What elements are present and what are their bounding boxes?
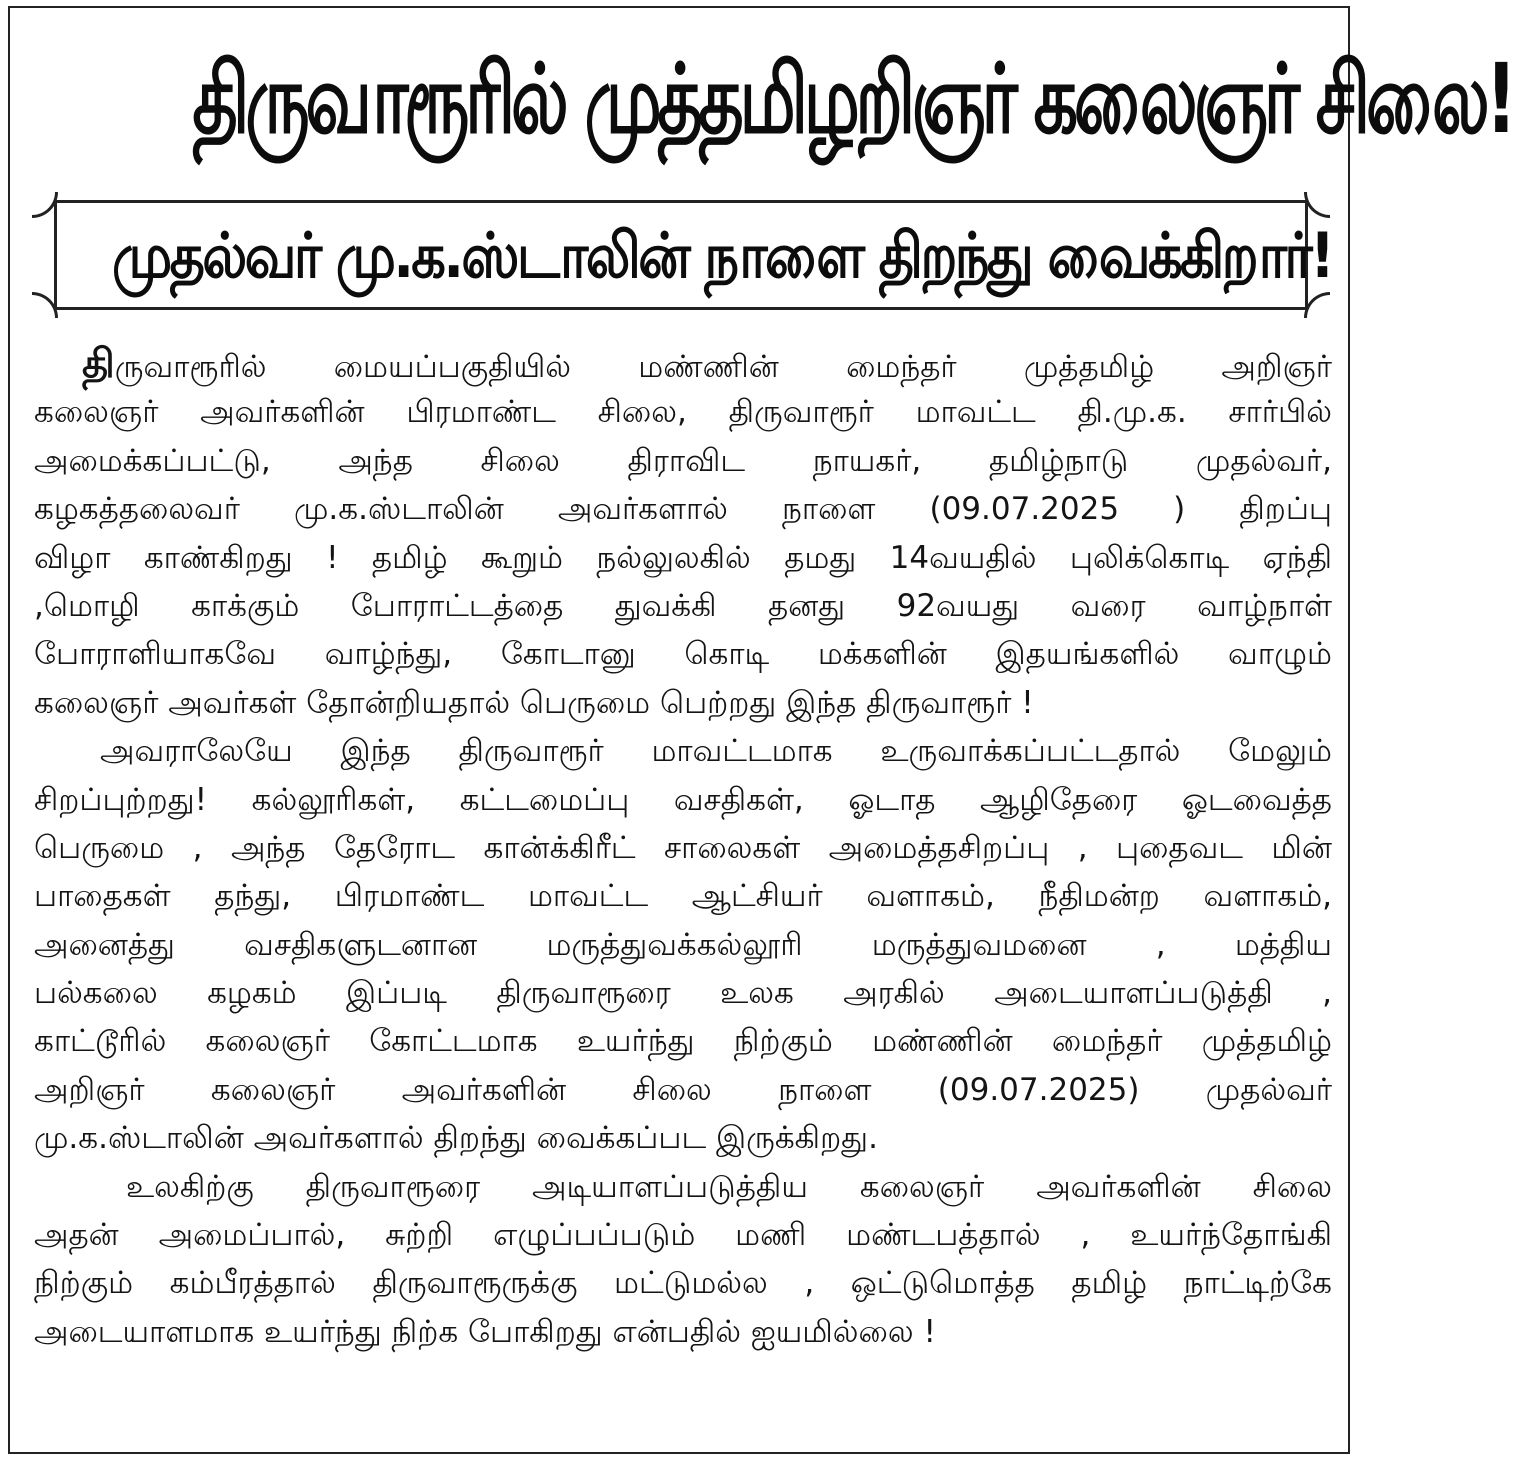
article-line: கலைஞர் அவர்களின் பிரமாண்ட சிலை, திருவாரூர் மாவட்ட தி.மு.க. சார்பில்: [34, 394, 1332, 431]
article-line: காட்டூரில் கலைஞர் கோட்டமாக உயர்ந்து நிற்கும் மண்ணின் மைந்தர் முத்தமிழ்: [34, 1023, 1332, 1060]
article-line: சிறப்புற்றது! கல்லூரிகள், கட்டமைப்பு வசதிகள், ஓடாத ஆழிதேரை ஓடவைத்த: [34, 781, 1332, 818]
article-line: விழா காண்கிறது ! தமிழ் கூறும் நல்லுலகில் தமது 14வயதில் புலிக்கொடி ஏந்தி: [34, 539, 1332, 576]
article-line: பாதைகள் தந்து, பிரமாண்ட மாவட்ட ஆட்சியர் வளாகம், நீதிமன்ற வளாகம்,: [34, 878, 1332, 915]
article-line: நிற்கும் கம்பீரத்தால் திருவாரூருக்கு மட்டுமல்ல , ஒட்டுமொத்த தமிழ் நாட்டிற்கே: [34, 1265, 1332, 1302]
article-line: பெருமை , அந்த தேரோட கான்க்கிரீட் சாலைகள் அமைத்தசிறப்பு , புதைவட மின்: [34, 829, 1332, 866]
article-line: அனைத்து வசதிகளுடனான மருத்துவக்கல்லூரி மருத்துவமனை , மத்திய: [34, 926, 1332, 963]
subheadline-box: [30, 192, 1332, 318]
article-line: கலைஞர் அவர்கள் தோன்றியதால் பெருமை பெற்றது இந்த திருவாரூர் !: [34, 684, 1034, 721]
article-body: [34, 340, 1332, 1356]
article-line: அவராலேயே இந்த திருவாரூர் மாவட்டமாக உருவாக்கப்பட்டதால் மேலும்: [100, 733, 1332, 770]
article-line: போராளியாகவே வாழ்ந்து, கோடானு கொடி மக்களின் இதயங்களில் வாழும்: [34, 636, 1332, 673]
article-line: [34, 340, 1332, 388]
subheadline: முதல்வர் மு.க.ஸ்டாலின் நாளை திறந்து வைக்கிறார்!: [112, 219, 1333, 292]
article-line: அறிஞர் கலைஞர் அவர்களின் சிலை நாளை (09.07.2025) முதல்வர்: [34, 1071, 1332, 1108]
article-line: அடையாளமாக உயர்ந்து நிற்க போகிறது என்பதில் ஐயமில்லை !: [34, 1313, 936, 1350]
drop-cap: தி: [82, 341, 115, 387]
article-line: மு.க.ஸ்டாலின் அவர்களால் திறந்து வைக்கப்பட இருக்கிறது.: [34, 1120, 878, 1157]
article-line: பல்கலை கழகம் இப்படி திருவாரூரை உலக அரகில் அடையாளப்படுத்தி ,: [34, 975, 1332, 1012]
article-line: அமைக்கப்பட்டு, அந்த சிலை திராவிட நாயகர், தமிழ்நாடு முதல்வர்,: [34, 442, 1332, 479]
article-line: கழகத்தலைவர் மு.க.ஸ்டாலின் அவர்களால் நாளை (09.07.2025 ) திறப்பு: [34, 491, 1332, 528]
article-line-text: ருவாரூரில் மையப்பகுதியில் மண்ணின் மைந்தர் முத்தமிழ் அறிஞர்: [114, 349, 1332, 385]
article-line: அதன் அமைப்பால், சுற்றி எழுப்பப்படும் மணி மண்டபத்தால் , உயர்ந்தோங்கி: [34, 1217, 1332, 1254]
article-line: ,மொழி காக்கும் போராட்டத்தை துவக்கி தனது 92வயது வரை வாழ்நாள்: [34, 587, 1332, 624]
article-line: உலகிற்கு திருவாரூரை அடியாளப்படுத்திய கலைஞர் அவர்களின் சிலை: [126, 1168, 1332, 1205]
headline: திருவாரூரில் முத்தமிழறிஞர் கலைஞர் சிலை!: [192, 43, 1513, 155]
